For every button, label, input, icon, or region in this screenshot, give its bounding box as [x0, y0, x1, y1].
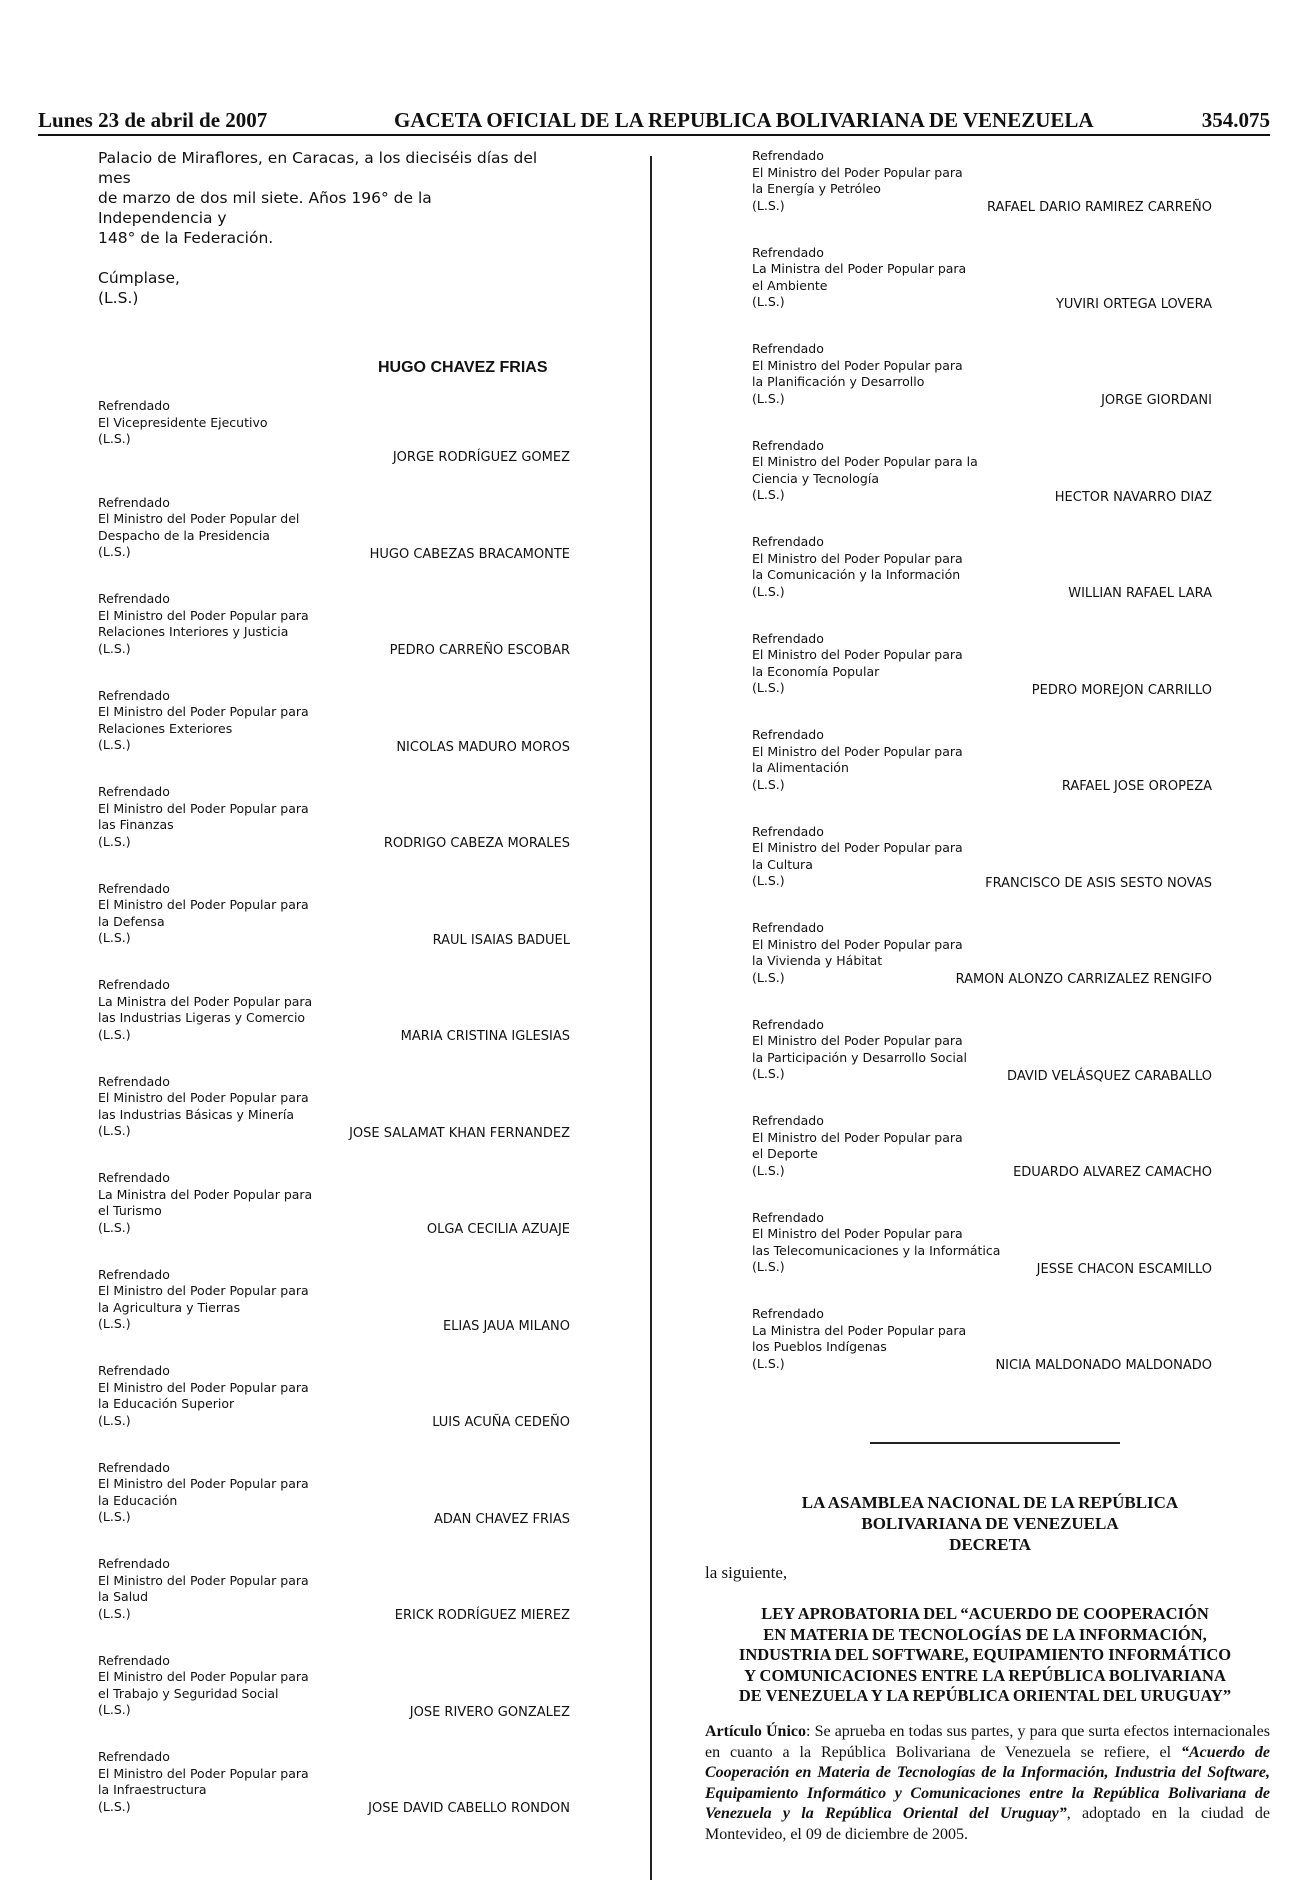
endorsement-block [98, 591, 570, 687]
endorsement-line: Refrendado [752, 1209, 824, 1225]
endorsement-line: (L.S.) [98, 1509, 131, 1524]
minister-signature: EDUARDO ALVAREZ CAMACHO [1013, 1165, 1212, 1180]
endorsement-block [98, 495, 570, 591]
endorsement-block [98, 688, 570, 784]
gazette-header [38, 108, 1270, 136]
endorsement-line: la Educación Superior [98, 1396, 235, 1411]
endorsement-block [752, 341, 1212, 437]
endorsement-line: La Ministra del Poder Popular para [98, 993, 313, 1009]
minister-signature: FRANCISCO DE ASIS SESTO NOVAS [985, 875, 1212, 891]
endorsement-line: (L.S.) [98, 930, 131, 945]
law-title-line: INDUSTRIA DEL SOFTWARE, EQUIPAMIENTO INFORMÁTICO [738, 1645, 1232, 1664]
endorsement-line: la Cultura [752, 856, 813, 872]
endorsement-line: (L.S.) [752, 583, 785, 599]
endorsement-line: El Ministro del Poder Popular para [752, 164, 963, 180]
endorsement-line: los Pueblos Indígenas [752, 1339, 887, 1354]
endorsement-line: (L.S.) [752, 1162, 785, 1178]
endorsement-block [752, 824, 1212, 920]
endorsement-line: la Educación [98, 1492, 178, 1508]
endorsement-line: El Ministro del Poder Popular para [752, 936, 963, 952]
endorsement-line: Refrendado [752, 920, 824, 935]
endorsement-line: (L.S.) [752, 294, 785, 309]
law-title-line: DE VENEZUELA Y LA REPÚBLICA ORIENTAL DEL URUGUAY” [738, 1686, 1232, 1705]
endorsement-line: (L.S.) [98, 431, 131, 446]
endorsement-line: Ciencia y Tecnología [752, 470, 879, 486]
endorsement-line: la Planificación y Desarrollo [752, 374, 925, 389]
minister-signature: ELIAS JAUA MILANO [442, 1318, 570, 1334]
endorsement-block [98, 977, 570, 1073]
intro-line: de marzo de dos mil siete. Años 196° de la Independencia y [98, 189, 432, 227]
minister-signature: RODRIGO CABEZA MORALES [383, 836, 570, 851]
endorsement-line: el Turismo [98, 1203, 162, 1218]
endorsement-line: El Ministro del Poder Popular para [98, 1476, 309, 1491]
endorsement-line: (L.S.) [98, 1702, 131, 1717]
endorsement-line: El Ministro del Poder Popular del [98, 511, 300, 526]
assembly-line: BOLIVARIANA DE VENEZUELA [861, 1514, 1119, 1533]
endorsement-block [752, 1113, 1212, 1209]
endorsement-line: El Ministro del Poder Popular para [752, 550, 963, 566]
endorsement-line: (L.S.) [98, 1219, 131, 1235]
endorsement-line: Refrendado [98, 1556, 170, 1571]
assembly-heading [710, 1492, 1270, 1555]
endorsement-line: (L.S.) [752, 1355, 785, 1371]
minister-signature: RAMON ALONZO CARRIZALEZ RENGIFO [955, 972, 1212, 987]
endorsement-line: El Ministro del Poder Popular para [98, 1572, 309, 1588]
intro-line: Palacio de Miraflores, en Caracas, a los dieciséis días del mes [98, 149, 538, 187]
endorsement-block [98, 1653, 570, 1749]
law-title [700, 1604, 1270, 1707]
endorsement-line: la Economía Popular [752, 663, 880, 679]
endorsement-line: (L.S.) [98, 833, 131, 849]
endorsement-block [98, 784, 570, 880]
president-signature: HUGO CHAVEZ FRIAS [378, 359, 548, 376]
left-column [98, 148, 570, 1816]
header-date: Lunes 23 de abril de 2007 [38, 108, 268, 132]
minister-signature: OLGA CECILIA AZUAJE [426, 1222, 570, 1237]
endorsement-block [752, 920, 1212, 1016]
endorsement-line: (L.S.) [752, 1066, 785, 1081]
endorsement-line: El Ministro del Poder Popular para [98, 1090, 309, 1105]
endorsement-line: El Ministro del Poder Popular para [98, 607, 309, 623]
endorsement-line: (L.S.) [98, 640, 131, 656]
endorsement-line: La Ministra del Poder Popular para [98, 1186, 313, 1202]
endorsement-block [752, 534, 1212, 630]
endorsement-block [98, 1556, 570, 1652]
endorsement-block [752, 1306, 1212, 1402]
endorsement-line: Refrendado [98, 687, 170, 703]
article-label: Artículo Único [705, 1723, 806, 1740]
minister-signature: JESSE CHACON ESCAMILLO [1036, 1261, 1212, 1277]
endorsement-line: El Ministro del Poder Popular para [98, 1765, 309, 1781]
endorsement-line: (L.S.) [98, 1412, 131, 1428]
minister-signature: RAUL ISAIAS BADUEL [432, 932, 570, 948]
minister-signature: HUGO CABEZAS BRACAMONTE [369, 546, 570, 562]
assembly-line: DECRETA [949, 1535, 1031, 1554]
la-siguiente: la siguiente, [705, 1563, 788, 1582]
endorsement-line: El Ministro del Poder Popular para [98, 800, 309, 816]
endorsement-block [752, 631, 1212, 727]
endorsement-block [98, 1460, 570, 1556]
law-title-line: EN MATERIA DE TECNOLOGÍAS DE LA INFORMACIÓN, [763, 1624, 1207, 1644]
endorsement-line: el Trabajo y Seguridad Social [98, 1685, 279, 1701]
article-text: : Se aprueba en todas sus partes, y para que surta efectos internacionales en cuanto a la República Bolivariana de Venezuela se refiere, el [705, 1723, 1270, 1761]
minister-signature: NICIA MALDONADO MALDONADO [995, 1358, 1212, 1373]
endorsement-block [98, 1267, 570, 1363]
endorsement-line: (L.S.) [98, 1316, 131, 1331]
endorsement-line: Refrendado [752, 1306, 824, 1321]
law-title-line: Y COMUNICACIONES ENTRE LA REPÚBLICA BOLIVARIANA [744, 1665, 1226, 1685]
endorsement-line: El Ministro del Poder Popular para [98, 897, 309, 912]
endorsement-line: (L.S.) [752, 969, 785, 985]
endorsement-line: la Vivienda y Hábitat [752, 953, 883, 968]
minister-signature: YUVIRI ORTEGA LOVERA [1055, 296, 1212, 312]
endorsement-line: el Ambiente [752, 277, 828, 293]
assembly-line: LA ASAMBLEA NACIONAL DE LA REPÚBLICA [801, 1493, 1179, 1512]
header-title: GACETA OFICIAL DE LA REPUBLICA BOLIVARIANA DE VENEZUELA [394, 108, 1094, 132]
endorsement-line: las Telecomunicaciones y la Informática [752, 1242, 1001, 1258]
endorsement-line: (L.S.) [752, 873, 785, 888]
endorsement-line: El Ministro del Poder Popular para [752, 647, 963, 662]
article-unico [705, 1722, 1270, 1845]
endorsement-line: Refrendado [752, 437, 824, 453]
endorsement-line: La Ministra del Poder Popular para [752, 261, 967, 276]
endorsement-line: (L.S.) [98, 737, 131, 752]
minister-signature: PEDRO MOREJON CARRILLO [1031, 682, 1212, 698]
endorsement-line: Refrendado [752, 630, 824, 646]
endorsement-line: El Ministro del Poder Popular para [752, 840, 963, 855]
endorsement-line: el Deporte [752, 1146, 818, 1161]
endorsement-block [98, 1170, 570, 1266]
minister-signature: LUIS ACUÑA CEDEÑO [432, 1415, 570, 1430]
minister-signature: JORGE GIORDANI [1101, 393, 1212, 408]
endorsement-line: (L.S.) [98, 544, 131, 559]
endorsement-line: El Ministro del Poder Popular para [98, 1669, 309, 1684]
endorsement-line: (L.S.) [752, 390, 785, 406]
endorsement-line: (L.S.) [752, 487, 785, 502]
endorsement-line: El Ministro del Poder Popular para la [752, 454, 978, 469]
endorsement-line: la Salud [98, 1589, 149, 1604]
endorsement-line: El Ministro del Poder Popular para [752, 743, 963, 759]
endorsement-block [752, 727, 1212, 823]
endorsement-line: Refrendado [98, 1073, 170, 1089]
endorsement-line: (L.S.) [98, 1123, 131, 1138]
endorsement-line: las Industrias Ligeras y Comercio [98, 1010, 306, 1025]
endorsement-line: Refrendado [98, 880, 170, 896]
endorsement-line: Refrendado [98, 1459, 170, 1475]
endorsement-line: Refrendado [752, 1016, 824, 1032]
endorsement-line: El Ministro del Poder Popular para [752, 1226, 963, 1241]
endorsement-line: El Ministro del Poder Popular para [752, 1129, 963, 1145]
endorsement-line: El Ministro del Poder Popular para [752, 357, 963, 373]
minister-signature: DAVID VELÁSQUEZ CARABALLO [1007, 1068, 1212, 1084]
endorsement-line: la Defensa [98, 913, 165, 929]
endorsement-line: (L.S.) [752, 1259, 785, 1274]
endorsement-line: la Comunicación y la Información [752, 567, 961, 582]
header-page-number: 354.075 [1201, 108, 1270, 132]
endorsement-line: Refrendado [98, 784, 170, 799]
endorsement-line: (L.S.) [752, 197, 785, 213]
endorsement-line: Refrendado [98, 1749, 170, 1764]
endorsement-line: El Ministro del Poder Popular para [98, 704, 309, 719]
endorsement-block [752, 148, 1212, 244]
endorsement-line: (L.S.) [98, 1605, 131, 1621]
endorsement-line: Refrendado [752, 534, 824, 549]
decree-intro [98, 148, 548, 248]
endorsement-line: Relaciones Interiores y Justicia [98, 624, 289, 639]
endorsement-line: Refrendado [98, 591, 170, 606]
endorsement-block [98, 1363, 570, 1459]
endorsement-block [98, 881, 570, 977]
minister-signature: JORGE RODRÍGUEZ GOMEZ [392, 450, 570, 465]
endorsement-line: Refrendado [98, 1170, 170, 1185]
endorsement-line: (L.S.) [752, 680, 785, 695]
endorsement-line: La Ministra del Poder Popular para [752, 1322, 967, 1338]
minister-signature: ADAN CHAVEZ FRIAS [434, 1511, 570, 1527]
endorsement-line: Refrendado [752, 727, 824, 742]
section-separator [870, 1442, 1120, 1444]
endorsement-line: El Vicepresidente Ejecutivo [98, 414, 268, 430]
endorsement-line: Refrendado [98, 1266, 170, 1282]
endorsement-block [752, 1210, 1212, 1306]
law-title-line: LEY APROBATORIA DEL “ACUERDO DE COOPERACIÓN [761, 1604, 1209, 1623]
endorsement-block [98, 1074, 570, 1170]
endorsement-block [98, 1749, 570, 1845]
endorsement-line: El Ministro del Poder Popular para [98, 1379, 309, 1395]
endorsement-line: Relaciones Exteriores [98, 720, 233, 736]
endorsement-line: El Ministro del Poder Popular para [752, 1033, 963, 1048]
endorsement-line: Refrendado [98, 1652, 170, 1668]
endorsement-line: Refrendado [98, 1363, 170, 1378]
endorsement-line: Refrendado [752, 1113, 824, 1128]
minister-signature: WILLIAN RAFAEL LARA [1068, 586, 1212, 601]
endorsement-block [98, 398, 570, 494]
agreement-name: “Acuerdo de Cooperación en Materia de Tecnologías de la Información, Industria del Software, Equipamiento Informático y Comunicaciones entre la República Bolivariana de Venezuela y la República Oriental del Uruguay” [705, 1743, 1271, 1822]
endorsement-line: (L.S.) [98, 1026, 131, 1042]
endorsement-line: Refrendado [752, 148, 824, 163]
endorsement-line: la Energía y Petróleo [752, 181, 881, 196]
endorsement-line: Refrendado [752, 244, 824, 260]
endorsement-line: El Ministro del Poder Popular para [98, 1283, 309, 1298]
endorsement-line: (L.S.) [98, 1798, 131, 1814]
article-text-end: , adoptado en la ciudad de Montevideo, el 09 de diciembre de 2005. [705, 1805, 1271, 1843]
minister-signature: PEDRO CARREÑO ESCOBAR [389, 643, 570, 658]
endorsement-line: Despacho de la Presidencia [98, 527, 270, 543]
minister-signature: RAFAEL DARIO RAMIREZ CARREÑO [986, 200, 1212, 215]
endorsement-line: la Agricultura y Tierras [98, 1299, 241, 1315]
intro-line: 148° de la Federación. [98, 229, 274, 247]
minister-signature: RAFAEL JOSE OROPEZA [1061, 779, 1212, 794]
endorsement-line: (L.S.) [752, 776, 785, 792]
endorsement-line: Refrendado [98, 494, 170, 510]
endorsement-line: la Participación y Desarrollo Social [752, 1049, 968, 1065]
minister-signature: JOSE RIVERO GONZALEZ [409, 1704, 570, 1720]
minister-signature: JOSE SALAMAT KHAN FERNANDEZ [349, 1125, 570, 1141]
endorsement-line: Refrendado [752, 823, 824, 839]
endorsement-line: la Infraestructura [98, 1782, 207, 1797]
minister-signature: JOSE DAVID CABELLO RONDON [368, 1801, 570, 1816]
minister-signature: ERICK RODRÍGUEZ MIEREZ [394, 1608, 570, 1623]
closing-line: (L.S.) [98, 289, 139, 307]
endorsement-line: Refrendado [98, 977, 170, 992]
endorsement-block [752, 438, 1212, 534]
minister-signature: NICOLAS MADURO MOROS [396, 739, 570, 755]
endorsement-line: las Industrias Básicas y Minería [98, 1106, 295, 1122]
minister-signature: MARIA CRISTINA IGLESIAS [400, 1029, 570, 1044]
column-divider [650, 156, 652, 1880]
endorsement-line: la Alimentación [752, 760, 849, 775]
endorsement-line: Refrendado [98, 398, 170, 413]
endorsement-block [752, 1017, 1212, 1113]
endorsement-block [752, 245, 1212, 341]
endorsement-line: Refrendado [752, 341, 824, 356]
closing-line: Cúmplase, [98, 269, 180, 287]
closing-block [98, 268, 570, 308]
minister-signature: HECTOR NAVARRO DIAZ [1054, 489, 1212, 505]
endorsement-line: las Finanzas [98, 817, 174, 832]
